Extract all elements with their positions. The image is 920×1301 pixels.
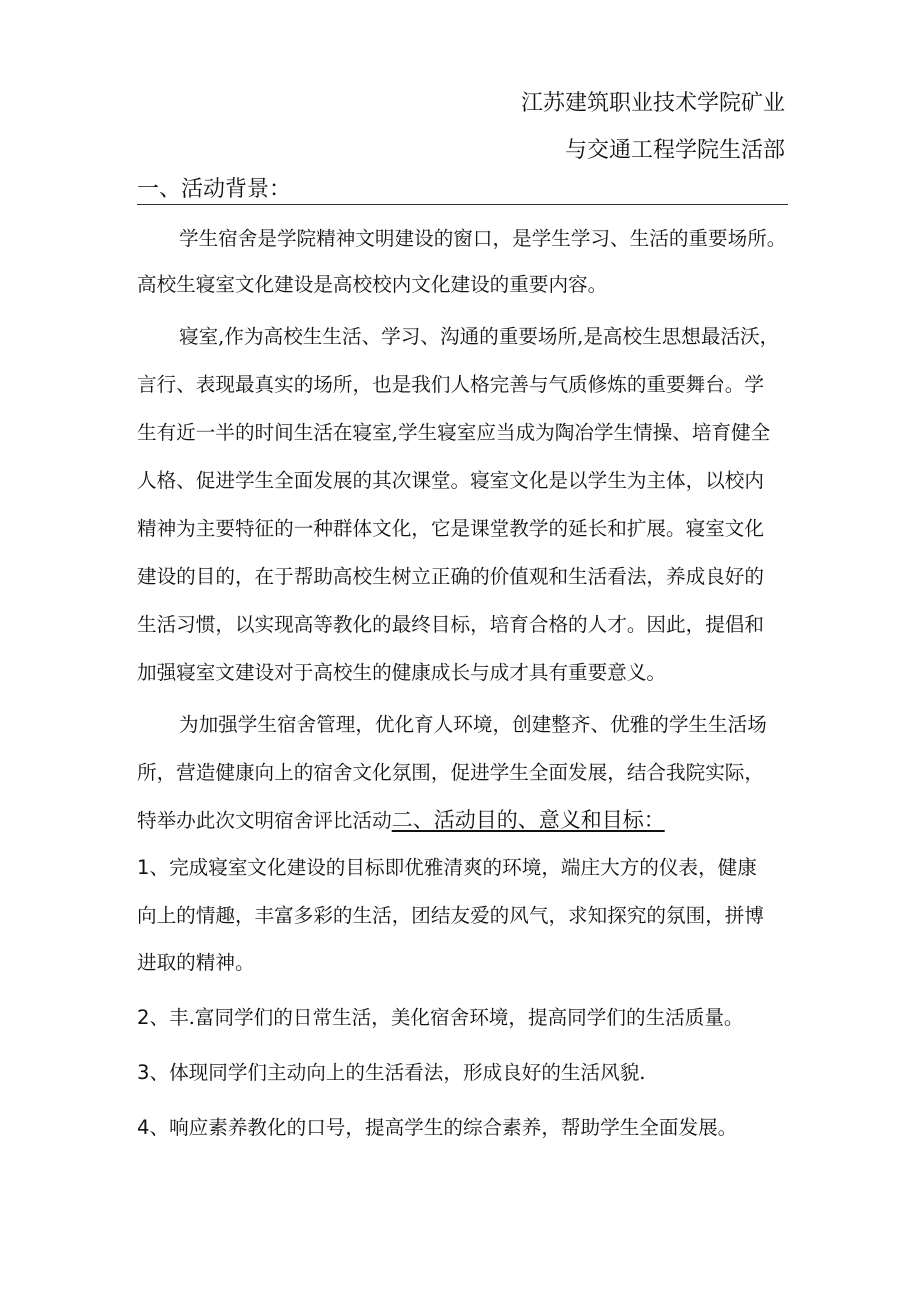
list-text: 体现同学们主动向上的生活看法，形成良好的生活风貌.	[169, 1061, 646, 1084]
section-1-heading: 一、活动背景：	[137, 172, 788, 205]
paragraph-line: 人格、促进学生全面发展的其次课堂。寝室文化是以学生为主体，以校内	[137, 469, 764, 492]
list-number: 1、	[137, 856, 170, 879]
list-item-1-line-3: 进取的精神。	[137, 951, 255, 974]
paragraph-line: 加强寝室文建设对于高校生的健康成长与成才具有重要意义。	[137, 661, 667, 684]
list-item-2	[137, 1001, 744, 1030]
list-text: 完成寝室文化建设的目标即优雅清爽的环境，端庄大方的仪表，健康	[169, 856, 757, 879]
list-number: 2、	[137, 1006, 170, 1029]
paragraph-line: 所，营造健康向上的宿舍文化氛围，促进学生全面发展，结合我院实际，	[137, 761, 764, 784]
paragraph-line: 为加强学生宿舍管理，优化育人环境，创建整齐、优雅的学生生活场	[179, 713, 767, 736]
list-text: 响应素养教化的口号，提高学生的综合素养，帮助学生全面发展。	[169, 1116, 738, 1139]
paragraph-line-end: 特举办此次文明宿舍评比活动	[137, 809, 392, 832]
list-item-1-line-1	[137, 851, 757, 880]
section-2-heading: 二、活动目的、意义和目标：	[391, 808, 665, 832]
paragraph-line: 精神为主要特征的一种群体文化，它是课堂教学的延长和扩展。寝室文化	[137, 517, 764, 540]
org-name-line-1: 江苏建筑职业技术学院矿业	[520, 91, 785, 116]
list-number: 3、	[137, 1061, 170, 1084]
paragraph-line: 言行、表现最真实的场所，也是我们人格完善与气质修炼的重要舞台。学	[137, 373, 764, 396]
org-name-line-2: 与交通工程学院生活部	[564, 138, 785, 163]
paragraph-line: 生有近一半的时间生活在寝室,学生寝室应当成为陶冶学生情操、培育健全	[137, 421, 771, 444]
list-item-4	[137, 1111, 737, 1140]
paragraph-line: 寝室,作为高校生生活、学习、沟通的重要场所,是高校生思想最活沃，	[179, 325, 780, 348]
list-item-1-line-2: 向上的情趣，丰富多彩的生活，团结友爱的风气，求知探究的氛围，拼博	[137, 904, 764, 927]
paragraph-line-with-heading	[137, 804, 665, 834]
list-text: 丰.富同学们的日常生活，美化宿舍环境，提高同学们的生活质量。	[169, 1006, 744, 1029]
list-number: 4、	[137, 1116, 170, 1139]
list-item-3	[137, 1056, 646, 1085]
paragraph-line: 建设的目的，在于帮助高校生树立正确的价值观和生活看法，养成良好的	[137, 565, 764, 588]
paragraph-line: 生活习惯，以实现高等教化的最终目标，培育合格的人才。因此，提倡和	[137, 613, 764, 636]
paragraph-line: 高校生寝室文化建设是高校校内文化建设的重要内容。	[137, 273, 608, 296]
paragraph-line: 学生宿舍是学院精神文明建设的窗口，是学生学习、生活的重要场所。	[179, 227, 787, 250]
